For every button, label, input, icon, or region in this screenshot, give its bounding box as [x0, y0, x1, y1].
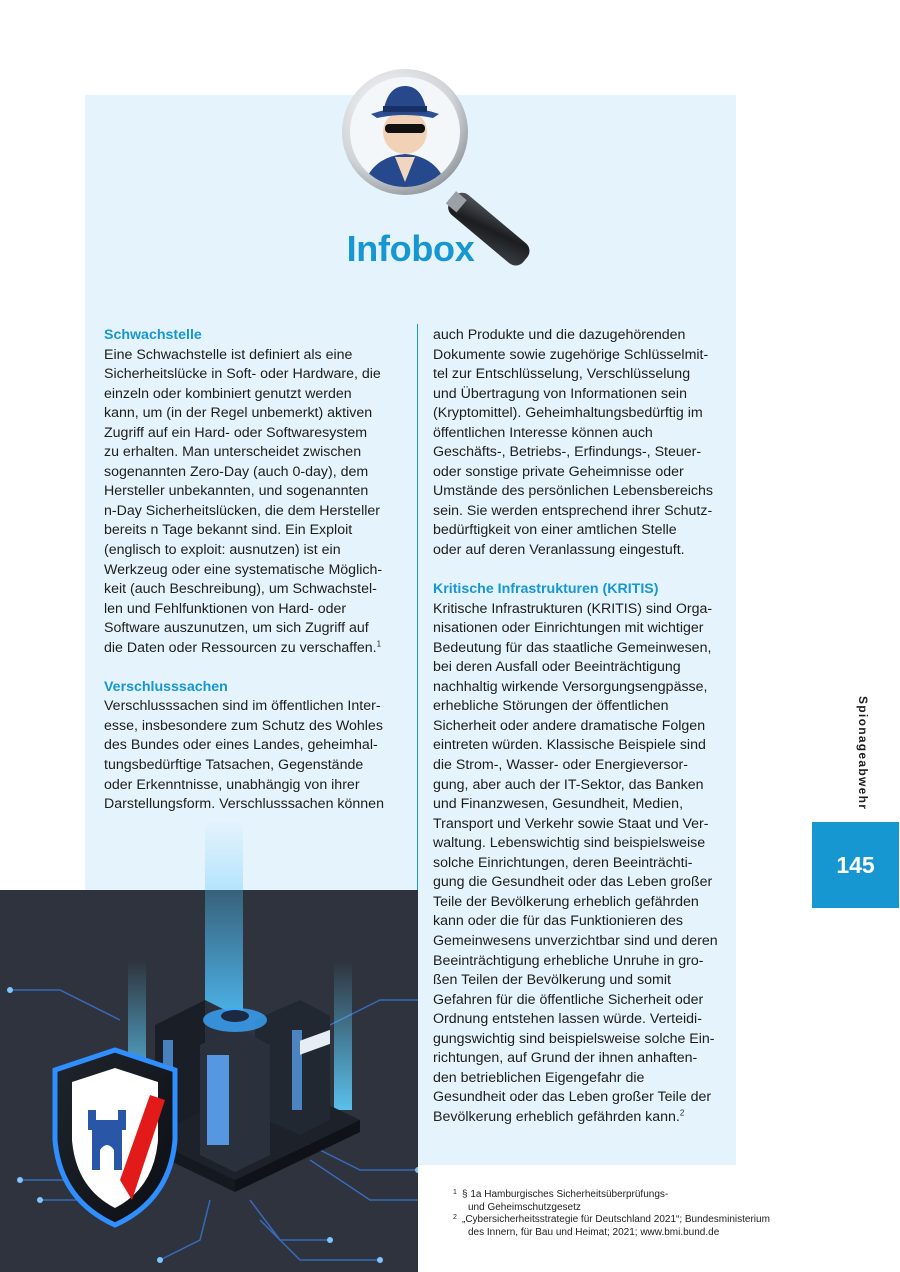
- text-line: bereits n Tage bekannt sind. Ein Exploit: [104, 522, 353, 539]
- text-line: Beeinträchtigung erhebliche Unruhe in gro-: [433, 952, 704, 969]
- footnote-ref: 2: [679, 1108, 685, 1118]
- text-line: keit (auch Beschreibung), um Schwachstel-: [104, 581, 377, 598]
- text-line: Verschlusssachen sind im öffentlichen Inter-: [104, 698, 381, 715]
- text-line: Gefahren für die öffentliche Sicherheit oder: [433, 991, 704, 1008]
- text-line: und Finanzwesen, Gesundheit, Medien,: [433, 796, 684, 813]
- text-line: Dokumente sowie zugehörige Schlüsselmit-: [433, 346, 709, 363]
- text-line-content: die Daten oder Ressourcen zu verschaffen.: [104, 639, 377, 656]
- footnote-text: „Cybersicherheitsstrategie für Deutschland 2021“; Bundesministerium: [462, 1214, 770, 1225]
- right-column: [433, 326, 731, 1127]
- footnote-text: und Geheimschutzgesetz: [468, 1201, 581, 1213]
- text-line: richtungen, auf Grund der ihnen anhaften-: [433, 1050, 698, 1067]
- server-shield-illustration: [0, 820, 418, 1272]
- text-line: [433, 1108, 731, 1128]
- text-line: Eine Schwachstelle ist definiert als eine: [104, 346, 353, 363]
- text-line: (Kryptomittel). Geheimhaltungsbedürftig im: [433, 405, 703, 422]
- text-line: Ordnung entstehen lassen würde. Verteidi-: [433, 1011, 702, 1028]
- text-line: Geschäfts-, Betriebs-, Erfindungs-, Steuer-: [433, 444, 702, 461]
- left-column: [104, 326, 404, 815]
- text-line: Kritische Infrastrukturen (KRITIS) sind Orga-: [433, 600, 713, 617]
- text-line: bedürftigkeit von einer amtlichen Stelle: [433, 522, 677, 539]
- text-line: kann oder die für das Funktionieren des: [433, 913, 684, 930]
- footnote-1: 1 § 1a Hamburgisches Sicherheitsüberprüfungs- und Geheimschutzgesetz: [453, 1189, 813, 1214]
- text-line: nachhaltig wirkende Versorgungsengpässe,: [433, 678, 708, 695]
- text-line: auch Produkte und die dazugehörenden: [433, 327, 686, 343]
- page-number: 145: [812, 822, 899, 908]
- text-line: solche Einrichtungen, deren Beeinträchti-: [433, 854, 693, 871]
- heading-verschlusssachen: Verschlusssachen: [104, 678, 228, 695]
- footnote-text: § 1a Hamburgisches Sicherheitsüberprüfungs-: [462, 1189, 669, 1200]
- infobox-title: Infobox: [346, 228, 475, 269]
- text-line: den betrieblichen Eigengefahr die: [433, 1069, 645, 1086]
- text-line: oder sonstige private Geheimnisse oder: [433, 463, 684, 480]
- text-line: oder auf deren Veranlassung eingestuft.: [433, 542, 685, 559]
- text-line: Bedeutung für das staatliche Gemeinwesen,: [433, 639, 712, 656]
- text-line: Zugriff auf ein Hard- oder Softwaresystem: [104, 424, 368, 441]
- text-line: nisationen oder Einrichtungen mit wichtiger: [433, 620, 704, 637]
- text-line: [104, 639, 404, 659]
- text-line: len und Fehlfunktionen von Hard- oder: [104, 600, 347, 617]
- text-line: Gemeinwesens unverzichtbar sind und deren: [433, 932, 718, 949]
- text-line: einzeln oder kombiniert genutzt werden: [104, 385, 352, 402]
- text-line: eintreten würden. Klassische Beispiele sind: [433, 737, 706, 754]
- text-line: bei deren Ausfall oder Beeinträchtigung: [433, 659, 681, 676]
- text-line: gung die Gesundheit oder das Leben großer: [433, 874, 713, 891]
- text-line: Sicherheit oder andere dramatische Folgen: [433, 717, 706, 734]
- text-line: oder Erkenntnisse, unabhängig von ihrer: [104, 776, 360, 793]
- footnotes: [453, 1189, 813, 1239]
- footnote-ref: 1: [376, 639, 382, 649]
- text-line: waltung. Lebenswichtig sind beispielsweise: [433, 835, 706, 852]
- footnote-2: 2 „Cybersicherheitsstrategie für Deutschland 2021“; Bundesministerium des Innern, für Bau und Heimat; 2021; www.bmi.bund.de: [453, 1214, 813, 1239]
- text-line: zu erhalten. Man unterscheidet zwischen: [104, 444, 362, 461]
- text-line: Werkzeug oder eine systematische Möglich-: [104, 561, 383, 578]
- text-line: (englisch to exploit: ausnutzen) ist ein: [104, 542, 341, 559]
- text-line: esse, insbesondere zum Schutz des Wohles: [104, 717, 383, 734]
- text-line: des Bundes oder eines Landes, geheimhal-: [104, 737, 378, 754]
- text-line: Sicherheitslücke in Soft- oder Hardware, die: [104, 366, 381, 383]
- text-line: Software auszunutzen, um sich Zugriff auf: [104, 620, 369, 637]
- text-line: gung, aber auch der IT-Sektor, das Banken: [433, 776, 704, 793]
- text-line: Teile der Bevölkerung erheblich gefährden: [433, 893, 699, 910]
- text-line: die Strom-, Wasser- oder Energieversor-: [433, 757, 688, 774]
- text-line: n-Day Sicherheitslücken, die dem Hersteller: [104, 502, 380, 519]
- heading-kritis: Kritische Infrastrukturen (KRITIS): [433, 581, 659, 598]
- text-line: erhebliche Störungen der öffentlichen: [433, 698, 669, 715]
- text-line: ßen Teilen der Bevölkerung und somit: [433, 972, 671, 989]
- text-line: Transport und Verkehr sowie Staat und Ver-: [433, 815, 709, 832]
- text-line: öffentlichen Interesse können auch: [433, 424, 653, 441]
- text-line: tungsbedürftige Tatsachen, Gegenstände: [104, 757, 364, 774]
- text-line: Darstellungsform. Verschlusssachen können: [104, 796, 384, 813]
- side-label: Spionageabwehr: [856, 696, 870, 811]
- text-line: tel zur Entschlüsselung, Verschlüsselung: [433, 366, 691, 383]
- footnote-text: des Innern, für Bau und Heimat; 2021; www.bmi.bund.de: [468, 1226, 720, 1238]
- heading-schwachstelle: Schwachstelle: [104, 327, 202, 343]
- text-line-content: Bevölkerung erheblich gefährden kann.: [433, 1108, 680, 1125]
- text-line: kann, um (in der Regel unbemerkt) aktiven: [104, 405, 373, 422]
- text-line: Hersteller unbekannten, und sogenannten: [104, 483, 369, 500]
- text-line: Gesundheit oder das Leben großer Teile der: [433, 1089, 712, 1106]
- text-line: sein. Sie werden entsprechend ihrer Schutz-: [433, 502, 713, 519]
- text-line: Umstände des persönlichen Lebensbereichs: [433, 483, 713, 500]
- text-line: sogenannten Zero-Day (auch 0-day), dem: [104, 463, 369, 480]
- text-line: gungswichtig sind beispielsweise solche Ein-: [433, 1030, 715, 1047]
- text-line: und Übertragung von Informationen sein: [433, 385, 687, 402]
